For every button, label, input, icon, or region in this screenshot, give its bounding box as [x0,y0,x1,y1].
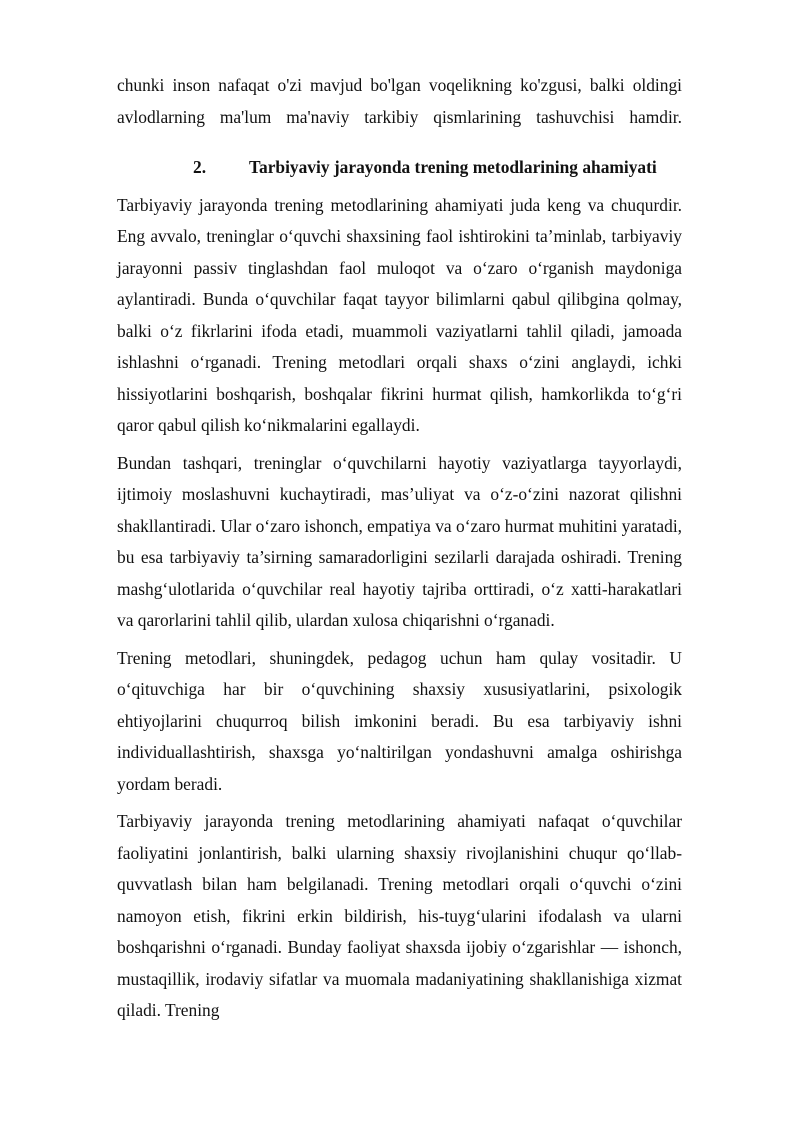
paragraph-2: Bundan tashqari, treninglar o‘quvchilarni hayotiy vaziyatlarga tayyorlaydi, ijtimoiy moslashuvni kuchaytiradi, mas’uliyat va o‘z-o‘zini nazorat qilishni shakllantiradi. Ular o‘zaro ishonch, empatiya va o‘zaro hurmat muhitini yaratadi, bu esa tarbiyaviy ta’sirning samaradorligini sezilarli darajada oshiradi. Trening mashg‘ulotlarida o‘quvchilar real hayotiy tajriba orttiradi, o‘z xatti-harakatlari va qarorlarini tahlil qilib, ulardan xulosa chiqarishni o‘rganadi. [117,452,683,630]
section-number: 2. [193,157,207,177]
section-heading [117,152,682,184]
page-content [117,70,682,1033]
paragraph-1: Tarbiyaviy jarayonda trening metodlarining ahamiyati juda keng va chuqurdir. Eng avvalo, treninglar o‘quvchi shaxsining faol ishtirokini ta’minlab, tarbiyaviy jarayonni passiv tinglashdan faol muloqot va o‘zaro o‘rganish maydoniga aylantiradi. Bunda o‘quvchilar faqat tayyor bilimlarni qabul qilibgina qolmay, balki o‘z fikrlarini ifoda etadi, muammoli vaziyatlarni tahlil qiladi, jamoada ishlashni o‘rganadi. Trening metodlari orqali shaxs o‘zini anglaydi, ichki hissiyotlarini boshqarish, boshqalar fikrini hurmat qilish, hamkorlikda to‘g‘ri qaror qabul qilish ko‘nikmalarini egallaydi. [117,194,682,435]
continued-paragraph [117,70,682,133]
paragraph-3: Trening metodlari, shuningdek, pedagog uchun ham qulay vositadir. U o‘qituvchiga har bir o‘quvchining shaxsiy xususiyatlarini, psixologik ehtiyojlarini chuqurroq bilish imkonini beradi. Bu esa tarbiyaviy ishni individuallashtirish, shaxsga yo‘naltirilgan yondashuvni amalga oshirishga yordam beradi. [117,647,682,794]
continued-paragraph-line-2: avlodlarning ma'lum ma'naviy tarkibiy qismlarining tashuvchisi hamdir. [117,106,682,127]
section-title: Tarbiyaviy jarayonda trening metodlarining ahamiyati [249,157,657,177]
paragraph-4: Tarbiyaviy jarayonda trening metodlarining ahamiyati nafaqat o‘quvchilar faoliyatini jonlantirish, balki ularning shaxsiy rivojlanishini chuqur qo‘llab-quvvatlash bilan ham belgilanadi. Trening metodlari orqali o‘quvchi o‘zini namoyon etish, fikrini erkin bildirish, his-tuyg‘ularini ifodalash va ularni boshqarishni o‘rganadi. Bunday faoliyat shaxsda ijobiy o‘zgarishlar — ishonch, mustaqillik, irodaviy sifatlar va muomala madaniyatining shakllanishiga xizmat qiladi. Trening [117,811,682,1020]
continued-paragraph-line-1: chunki inson nafaqat o'zi mavjud bo'lgan voqelikning ko'zgusi, balki oldingi [117,75,682,95]
